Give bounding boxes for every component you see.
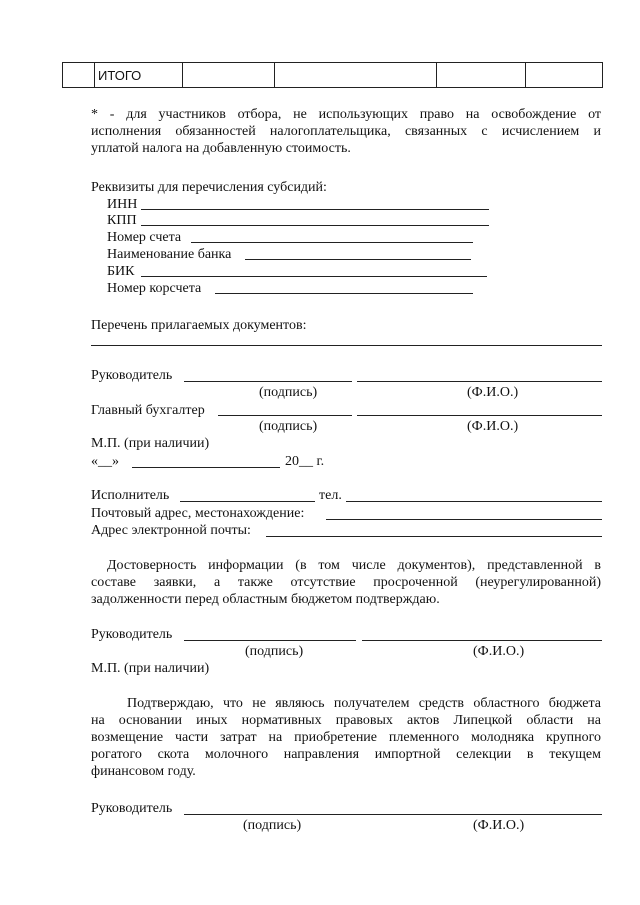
head-name-field[interactable] xyxy=(362,640,602,641)
name-hint: (Ф.И.О.) xyxy=(467,419,519,434)
table-cell xyxy=(183,63,275,88)
date-year: 20__ г. xyxy=(285,454,325,469)
address-label: Почтовый адрес, местонахождение: xyxy=(91,506,305,521)
head-name-field[interactable] xyxy=(350,814,602,815)
table-cell xyxy=(526,63,603,88)
footnote-line: * - для участников отбора, не использующих право на освобождение от xyxy=(91,107,601,122)
head-label: Руководитель xyxy=(91,627,173,642)
bank-label: Наименование банка xyxy=(107,247,232,262)
signature-hint: (подпись) xyxy=(259,385,318,400)
head-signature-field[interactable] xyxy=(184,381,352,382)
head-signature-field[interactable] xyxy=(184,640,356,641)
signature-hint: (подпись) xyxy=(243,818,302,833)
declaration-paragraph xyxy=(91,695,601,780)
account-field[interactable] xyxy=(191,242,473,243)
bik-label: БИК xyxy=(107,264,135,279)
name-hint: (Ф.И.О.) xyxy=(473,818,525,833)
head-name-field[interactable] xyxy=(357,381,602,382)
documents-field[interactable] xyxy=(91,345,602,346)
totals-table xyxy=(62,62,603,88)
declaration-line: финансовом году. xyxy=(91,764,196,779)
declaration-line: возмещение части затрат на приобретение племенного молодняка крупного xyxy=(91,730,601,745)
stamp-note: М.П. (при наличии) xyxy=(91,661,210,676)
accountant-name-field[interactable] xyxy=(357,415,602,416)
declaration-line: рогатого скота молочного направления импортной селекции в текущем xyxy=(91,747,601,762)
email-label: Адрес электронной почты: xyxy=(91,523,251,538)
table-cell xyxy=(275,63,437,88)
signature-hint: (подпись) xyxy=(259,419,318,434)
accountant-signature-field[interactable] xyxy=(218,415,352,416)
stamp-note: М.П. (при наличии) xyxy=(91,436,210,451)
account-label: Номер счета xyxy=(107,230,182,245)
bik-field[interactable] xyxy=(141,276,487,277)
confirmation-line: составе заявки, а также отсутствие просроченной (неурегулированной) xyxy=(91,575,601,590)
head-label: Руководитель xyxy=(91,801,173,816)
corr-account-field[interactable] xyxy=(215,293,473,294)
phone-field[interactable] xyxy=(346,501,602,502)
inn-label: ИНН xyxy=(107,197,138,212)
name-hint: (Ф.И.О.) xyxy=(467,385,519,400)
inn-field[interactable] xyxy=(141,209,489,210)
executor-label: Исполнитель xyxy=(91,488,170,503)
executor-field[interactable] xyxy=(180,501,315,502)
kpp-field[interactable] xyxy=(141,225,489,226)
email-field[interactable] xyxy=(266,536,602,537)
date-day: «__» xyxy=(91,454,119,469)
requisites-title: Реквизиты для перечисления субсидий: xyxy=(91,180,327,195)
footnote xyxy=(91,106,601,157)
declaration-line: Подтверждаю, что не являюсь получателем средств областного бюджета xyxy=(127,696,601,711)
declaration-line: на основании иных нормативных правовых актов Липецкой области на xyxy=(91,713,601,728)
confirmation-line: Достоверность информации (в том числе документов), представленной в xyxy=(107,558,601,573)
table-cell xyxy=(63,63,95,88)
confirmation-line: задолженности перед областным бюджетом подтверждаю. xyxy=(91,592,440,607)
date-month-field[interactable] xyxy=(132,467,280,468)
total-label: ИТОГО xyxy=(98,67,142,83)
corr-account-label: Номер корсчета xyxy=(107,281,202,296)
total-label-cell xyxy=(95,63,183,88)
address-field[interactable] xyxy=(326,519,602,520)
table-cell xyxy=(437,63,526,88)
phone-label: тел. xyxy=(319,488,342,503)
name-hint: (Ф.И.О.) xyxy=(473,644,525,659)
documents-title: Перечень прилагаемых документов: xyxy=(91,318,307,333)
table-row xyxy=(63,63,603,88)
accountant-label: Главный бухгалтер xyxy=(91,403,205,418)
footnote-line: уплатой налога на добавленную стоимость. xyxy=(91,141,351,156)
bank-field[interactable] xyxy=(245,259,471,260)
kpp-label: КПП xyxy=(107,213,137,228)
head-label: Руководитель xyxy=(91,368,173,383)
head-signature-field[interactable] xyxy=(184,814,350,815)
signature-hint: (подпись) xyxy=(245,644,304,659)
footnote-line: исполнения обязанностей налогоплательщика, связанных с исчислением и xyxy=(91,124,601,139)
confirmation-paragraph xyxy=(91,557,601,608)
